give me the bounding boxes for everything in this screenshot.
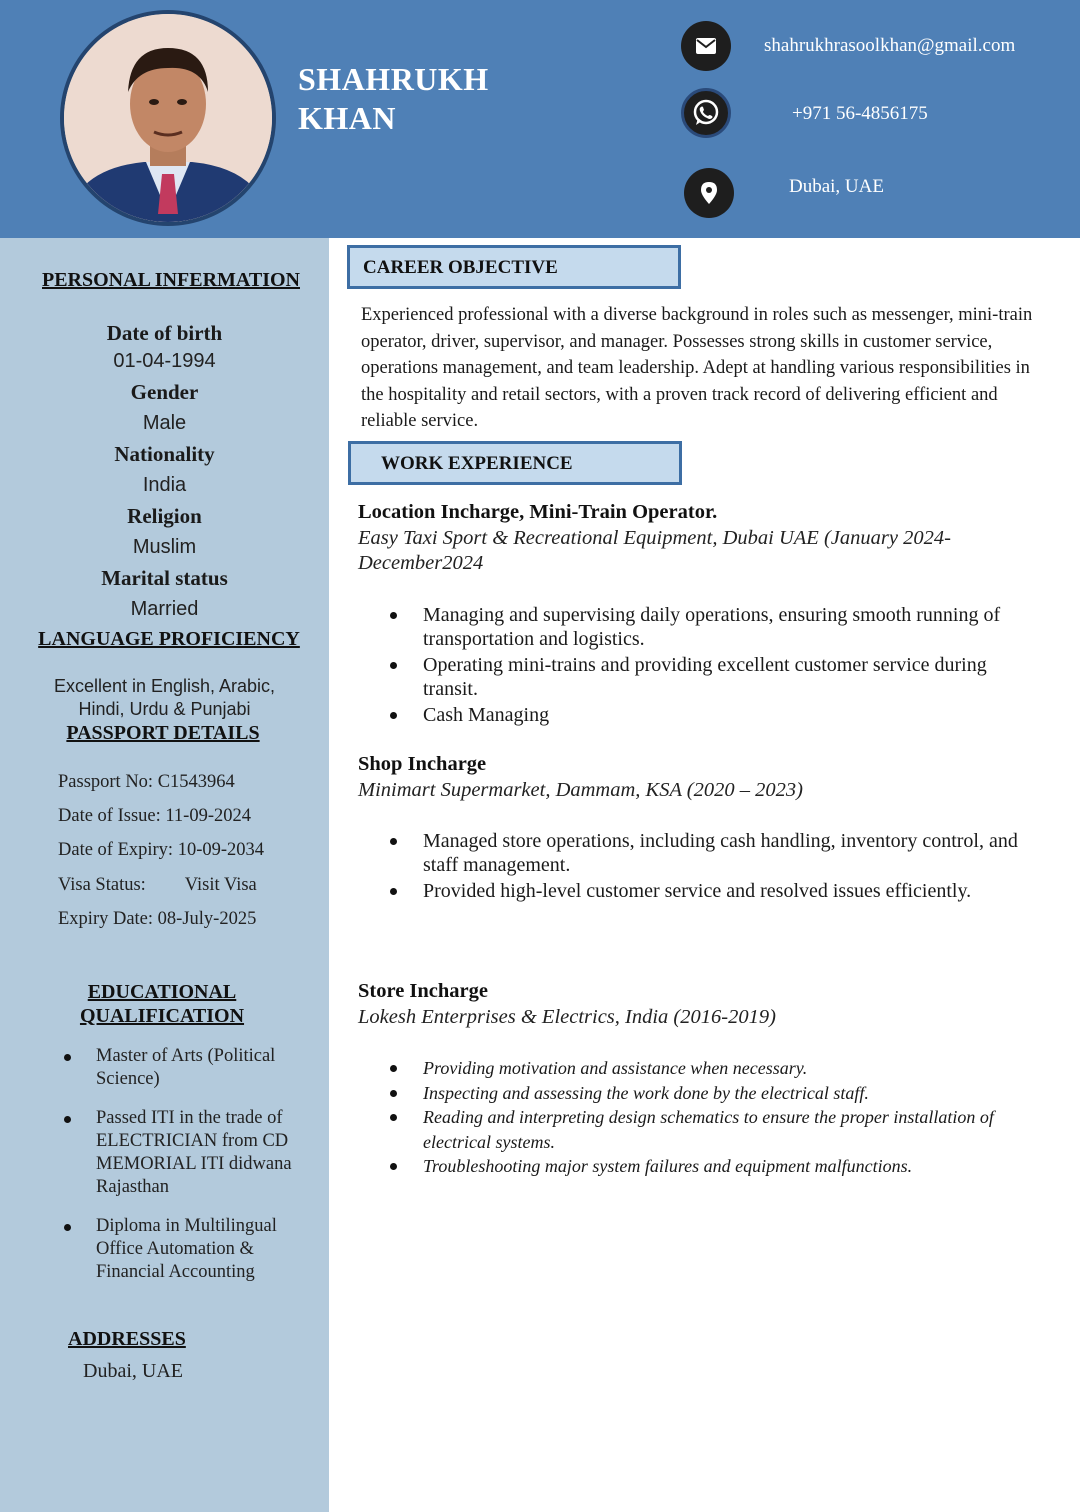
education-heading-line-2: QUALIFICATION (79, 1005, 245, 1027)
dob-label: Date of birth (106, 321, 223, 345)
contact-email[interactable]: shahrukhrasoolkhan@gmail.com (764, 35, 1016, 56)
gender-value: Male (142, 412, 187, 434)
job-title: Location Incharge, Mini-Train Operator. (358, 501, 718, 523)
contact-phone[interactable]: +971 56-4856175 (792, 103, 928, 124)
resume-header (0, 0, 1080, 238)
passport-issue-date: Date of Issue: 11-09-2024 (58, 806, 252, 826)
address-value: Dubai, UAE (83, 1360, 183, 1382)
career-objective-heading: CAREER OBJECTIVE (347, 245, 681, 289)
profile-photo (60, 10, 276, 226)
education-heading-line-1: EDUCATIONAL (87, 981, 237, 1003)
visa-status-value: Visit Visa (184, 875, 257, 895)
bullet-icon (390, 1090, 397, 1097)
marital-value: Married (130, 598, 199, 620)
marital-label: Marital status (101, 566, 228, 590)
bullet-icon (390, 662, 397, 669)
bullet-icon (390, 612, 397, 619)
job-company: Easy Taxi Sport & Recreational Equipment, Dubai UAE (January 2024-December2024 (358, 527, 951, 574)
job-duties (388, 603, 1028, 727)
nationality-label: Nationality (114, 442, 215, 466)
bullet-icon (64, 1054, 71, 1061)
bullet-icon (390, 1114, 397, 1121)
personal-info-list (0, 318, 329, 625)
bullet-icon (64, 1224, 71, 1231)
visa-status-label: Visa Status: (58, 875, 146, 895)
list-item: Operating mini-trains and providing excellent customer service during transit. (388, 653, 1028, 701)
language-line-2: Hindi, Urdu & Punjabi (78, 699, 251, 719)
personal-info-heading: PERSONAL INFERMATION (42, 269, 300, 291)
language-line-1: Excellent in English, Arabic, (53, 676, 276, 696)
envelope-icon (681, 21, 731, 71)
work-experience-heading: WORK EXPERIENCE (348, 441, 682, 485)
list-item: Managing and supervising daily operations, ensuring smooth running of transportation and logistics. (388, 603, 1028, 651)
list-item: Master of Arts (Political Science) (62, 1045, 312, 1091)
list-item: Troubleshooting major system failures and equipment malfunctions. (388, 1154, 1048, 1179)
list-item: Reading and interpreting design schematics to ensure the proper installation of electrical systems. (388, 1105, 1048, 1154)
job-title: Shop Incharge (358, 753, 487, 775)
job-company: Minimart Supermarket, Dammam, KSA (2020 – 2023) (358, 779, 803, 801)
list-item: Inspecting and assessing the work done by the electrical staff. (388, 1081, 1048, 1106)
bullet-icon (64, 1116, 71, 1123)
list-item: Provided high-level customer service and resolved issues efficiently. (388, 879, 1028, 903)
language-text (0, 675, 329, 721)
visa-expiry-date: Expiry Date: 08-July-2025 (58, 909, 257, 929)
bullet-icon (390, 888, 397, 895)
list-item: Diploma in Multilingual Office Automation & Financial Accounting (62, 1215, 312, 1284)
language-heading: LANGUAGE PROFICIENCY (38, 628, 300, 650)
religion-label: Religion (127, 504, 202, 528)
list-item: Providing motivation and assistance when necessary. (388, 1056, 1048, 1081)
address-heading: ADDRESSES (68, 1328, 186, 1350)
job-duties (388, 829, 1028, 903)
candidate-name (298, 60, 489, 138)
gender-label: Gender (130, 380, 199, 404)
passport-expiry-date: Date of Expiry: 10-09-2034 (58, 840, 265, 860)
name-line-2: KHAN (298, 100, 396, 136)
passport-number: Passport No: C1543964 (58, 772, 235, 792)
religion-value: Muslim (132, 536, 197, 558)
whatsapp-icon (681, 88, 731, 138)
bullet-icon (390, 838, 397, 845)
bullet-icon (390, 1163, 397, 1170)
list-item: Passed ITI in the trade of ELECTRICIAN from CD MEMORIAL ITI didwana Rajasthan (62, 1107, 312, 1199)
name-line-1: SHAHRUKH (298, 61, 489, 97)
bullet-icon (390, 1065, 397, 1072)
job-duties (388, 1056, 1048, 1179)
map-pin-icon (684, 168, 734, 218)
list-item: Managed store operations, including cash handling, inventory control, and staff management. (388, 829, 1028, 877)
bullet-icon (390, 712, 397, 719)
visa-status (58, 875, 257, 896)
left-sidebar (0, 238, 329, 1512)
list-item: Cash Managing (388, 703, 1028, 727)
education-list (62, 1045, 312, 1284)
passport-heading: PASSPORT DETAILS (66, 722, 260, 744)
education-heading (0, 980, 324, 1028)
job-title: Store Incharge (358, 980, 489, 1002)
career-objective-text: Experienced professional with a diverse background in roles such as messenger, mini-train operator, driver, supervisor, and manager. Possesses strong skills in customer service, operations management, and team leadership. Adept at handling various responsibilities in the hospitality and retail sectors, with a proven track record of delivering efficient and reliable service. (361, 305, 1033, 431)
job-company: Lokesh Enterprises & Electrics, India (2016-2019) (358, 1006, 776, 1028)
dob-value: 01-04-1994 (113, 350, 216, 372)
nationality-value: India (142, 474, 187, 496)
contact-location: Dubai, UAE (789, 176, 884, 197)
